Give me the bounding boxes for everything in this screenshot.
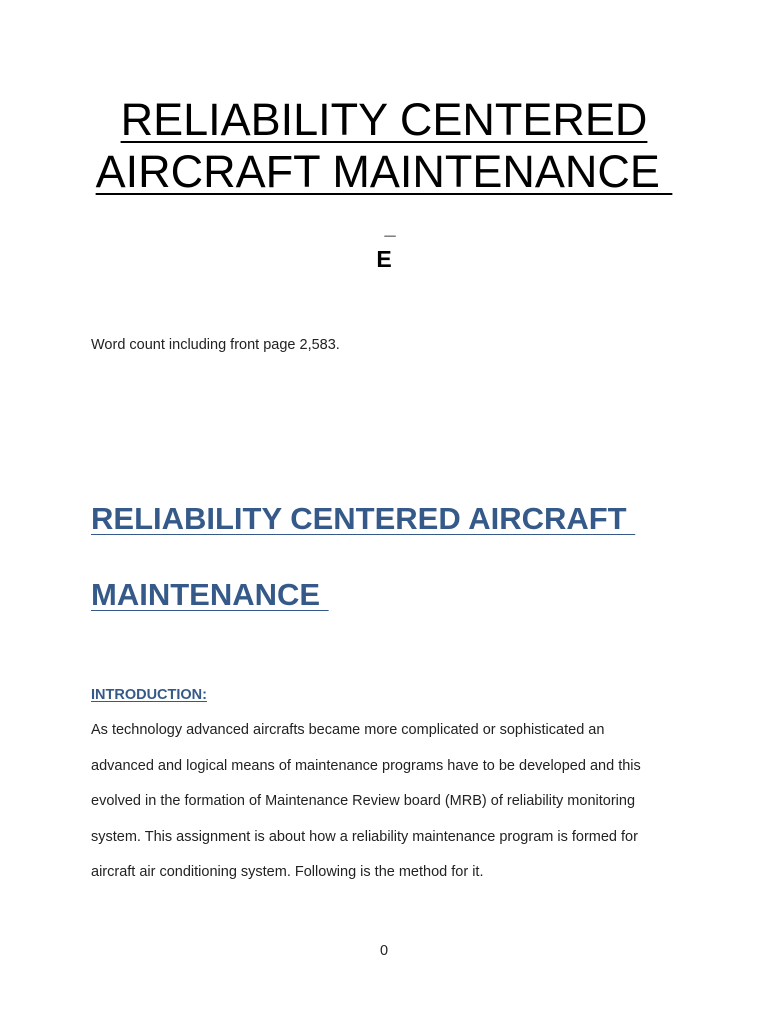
intro-paragraph-line: advanced and logical means of maintenance programs have to be developed and this [91,758,641,774]
intro-paragraph-line: evolved in the formation of Maintenance Review board (MRB) of reliability monitoring [91,793,636,809]
title-dash: _ [384,217,396,239]
intro-paragraph-line: As technology advanced aircrafts became more complicated or sophisticated an [91,722,605,738]
title-line-2: AIRCRAFT MAINTENANCE [95,146,673,197]
title-line-1: RELIABILITY CENTERED [120,94,648,145]
section-heading-line-2: MAINTENANCE [91,577,329,612]
page-number: 0 [379,943,389,959]
word-count-text: Word count including front page 2,583. [91,337,340,353]
title-letter: E [376,246,392,272]
intro-paragraph-line: aircraft air conditioning system. Following is the method for it. [91,864,484,880]
introduction-label: INTRODUCTION: [91,687,207,703]
intro-paragraph-line: system. This assignment is about how a reliability maintenance program is formed for [91,829,638,845]
document-title [0,94,768,198]
section-heading-line-1: RELIABILITY CENTERED AIRCRAFT [91,501,636,536]
